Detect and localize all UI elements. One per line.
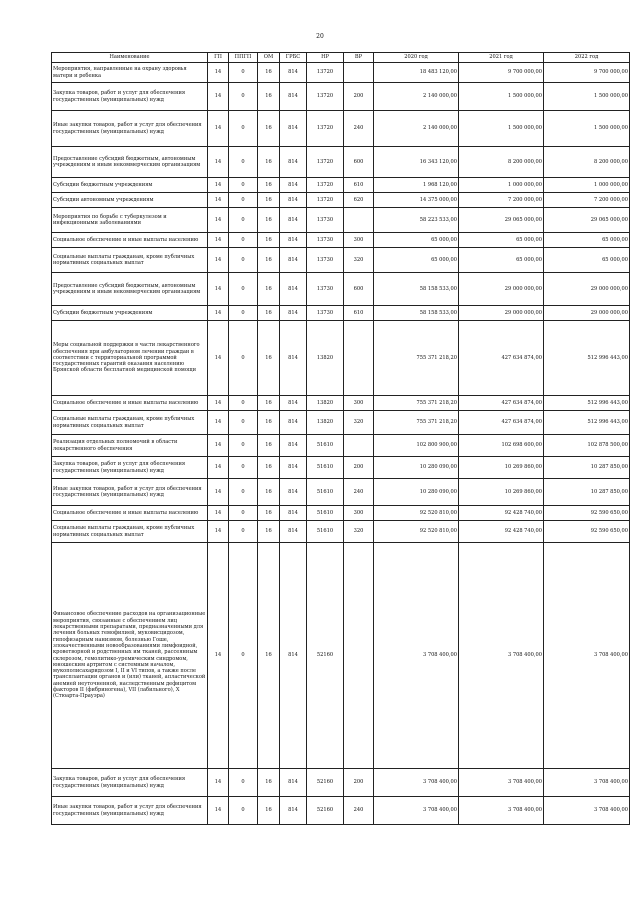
- cell-grbs: 814: [280, 435, 307, 457]
- cell-nr: 13730: [307, 248, 344, 273]
- cell-name: Закупка товаров, работ и услуг для обеспечения государственных (муниципальных) нужд: [52, 83, 208, 111]
- cell-nr: 13730: [307, 306, 344, 321]
- cell-nr: 52160: [307, 543, 344, 769]
- cell-y2022: 8 200 000,00: [544, 147, 630, 178]
- cell-gp: 14: [208, 273, 229, 306]
- cell-nr: 13730: [307, 233, 344, 248]
- cell-vr: 610: [344, 306, 374, 321]
- cell-vr: 200: [344, 457, 374, 479]
- cell-nr: 51610: [307, 521, 344, 543]
- cell-gp: 14: [208, 306, 229, 321]
- cell-om: 16: [258, 506, 280, 521]
- cell-nr: 13720: [307, 193, 344, 208]
- cell-ppgp: 0: [229, 457, 258, 479]
- table-row: [52, 147, 630, 178]
- cell-y2020: 92 520 810,00: [374, 506, 459, 521]
- cell-grbs: 814: [280, 147, 307, 178]
- cell-grbs: 814: [280, 457, 307, 479]
- cell-y2020: 2 140 000,00: [374, 83, 459, 111]
- cell-om: 16: [258, 273, 280, 306]
- cell-gp: 14: [208, 193, 229, 208]
- cell-om: 16: [258, 396, 280, 411]
- cell-ppgp: 0: [229, 769, 258, 797]
- cell-ppgp: 0: [229, 208, 258, 233]
- cell-y2022: 29 000 000,00: [544, 306, 630, 321]
- header-2021: 2021 год: [459, 53, 544, 63]
- cell-gp: 14: [208, 178, 229, 193]
- cell-om: 16: [258, 543, 280, 769]
- cell-y2022: 3 708 400,00: [544, 769, 630, 797]
- cell-y2020: 14 375 000,00: [374, 193, 459, 208]
- cell-ppgp: 0: [229, 396, 258, 411]
- cell-y2020: 16 343 120,00: [374, 147, 459, 178]
- cell-gp: 14: [208, 83, 229, 111]
- cell-name: Реализация отдельных полномочий в области лекарственного обеспечения: [52, 435, 208, 457]
- cell-nr: 13730: [307, 208, 344, 233]
- cell-y2021: 102 698 600,00: [459, 435, 544, 457]
- cell-nr: 13730: [307, 273, 344, 306]
- cell-y2022: 65 000,00: [544, 233, 630, 248]
- cell-om: 16: [258, 435, 280, 457]
- cell-ppgp: 0: [229, 111, 258, 147]
- cell-name: Закупка товаров, работ и услуг для обеспечения государственных (муниципальных) нужд: [52, 457, 208, 479]
- cell-grbs: 814: [280, 321, 307, 396]
- cell-y2022: 102 878 500,00: [544, 435, 630, 457]
- cell-om: 16: [258, 233, 280, 248]
- cell-om: 16: [258, 63, 280, 83]
- cell-ppgp: 0: [229, 306, 258, 321]
- cell-om: 16: [258, 411, 280, 435]
- cell-y2021: 10 269 860,00: [459, 457, 544, 479]
- cell-y2021: 1 500 000,00: [459, 83, 544, 111]
- cell-y2021: 29 000 000,00: [459, 306, 544, 321]
- cell-ppgp: 0: [229, 543, 258, 769]
- cell-y2022: 29 065 000,00: [544, 208, 630, 233]
- cell-gp: 14: [208, 543, 229, 769]
- table-row: [52, 273, 630, 306]
- cell-y2021: 3 708 400,00: [459, 769, 544, 797]
- cell-y2021: 427 634 874,00: [459, 396, 544, 411]
- cell-y2022: 10 287 850,00: [544, 457, 630, 479]
- cell-y2020: 58 158 533,00: [374, 306, 459, 321]
- cell-om: 16: [258, 178, 280, 193]
- cell-nr: 51610: [307, 457, 344, 479]
- cell-name: Иные закупки товаров, работ и услуг для обеспечения государственных (муниципальных) нужд: [52, 479, 208, 506]
- cell-name: Закупка товаров, работ и услуг для обеспечения государственных (муниципальных) нужд: [52, 769, 208, 797]
- cell-grbs: 814: [280, 111, 307, 147]
- cell-grbs: 814: [280, 396, 307, 411]
- cell-y2020: 92 520 810,00: [374, 521, 459, 543]
- cell-om: 16: [258, 306, 280, 321]
- cell-vr: [344, 208, 374, 233]
- cell-name: Меры социальной поддержки в части лекарственного обеспечения при амбулаторном лечении граждан в соответствии с территориальной программой государственных гарантий оказания населению Брянской области бесплатной медицинской помощи: [52, 321, 208, 396]
- cell-vr: 200: [344, 769, 374, 797]
- cell-y2020: 10 280 090,00: [374, 457, 459, 479]
- header-om: ОМ: [258, 53, 280, 63]
- cell-y2022: 512 996 443,00: [544, 321, 630, 396]
- cell-om: 16: [258, 479, 280, 506]
- cell-om: 16: [258, 248, 280, 273]
- cell-grbs: 814: [280, 63, 307, 83]
- table-row: [52, 506, 630, 521]
- cell-ppgp: 0: [229, 521, 258, 543]
- cell-y2020: 18 483 120,00: [374, 63, 459, 83]
- cell-grbs: 814: [280, 543, 307, 769]
- cell-y2022: 92 590 650,00: [544, 506, 630, 521]
- cell-y2020: 58 223 533,00: [374, 208, 459, 233]
- cell-y2022: 7 200 000,00: [544, 193, 630, 208]
- cell-om: 16: [258, 457, 280, 479]
- cell-y2020: 65 000,00: [374, 248, 459, 273]
- page-number: 20: [316, 33, 324, 40]
- cell-y2022: 9 700 000,00: [544, 63, 630, 83]
- cell-y2021: 92 428 740,00: [459, 506, 544, 521]
- cell-gp: 14: [208, 457, 229, 479]
- cell-vr: [344, 63, 374, 83]
- cell-ppgp: 0: [229, 193, 258, 208]
- table-row: [52, 797, 630, 825]
- cell-y2020: 3 708 400,00: [374, 543, 459, 769]
- cell-nr: 13820: [307, 396, 344, 411]
- table-row: [52, 543, 630, 769]
- cell-vr: [344, 435, 374, 457]
- cell-y2021: 3 708 400,00: [459, 797, 544, 825]
- table-row: [52, 63, 630, 83]
- cell-ppgp: 0: [229, 248, 258, 273]
- cell-name: Иные закупки товаров, работ и услуг для обеспечения государственных (муниципальных) нужд: [52, 797, 208, 825]
- cell-name: Иные закупки товаров, работ и услуг для обеспечения государственных (муниципальных) нужд: [52, 111, 208, 147]
- cell-vr: 320: [344, 521, 374, 543]
- table-row: [52, 411, 630, 435]
- cell-nr: 13820: [307, 321, 344, 396]
- cell-ppgp: 0: [229, 479, 258, 506]
- cell-y2021: 65 000,00: [459, 248, 544, 273]
- cell-y2021: 8 200 000,00: [459, 147, 544, 178]
- cell-om: 16: [258, 797, 280, 825]
- cell-name: Социальные выплаты гражданам, кроме публичных нормативных социальных выплат: [52, 411, 208, 435]
- table-row: [52, 83, 630, 111]
- cell-y2020: 3 708 400,00: [374, 797, 459, 825]
- cell-y2020: 2 140 000,00: [374, 111, 459, 147]
- cell-vr: [344, 321, 374, 396]
- cell-y2020: 58 158 533,00: [374, 273, 459, 306]
- header-2022: 2022 год: [544, 53, 630, 63]
- table-row: [52, 306, 630, 321]
- cell-gp: 14: [208, 521, 229, 543]
- cell-name: Социальные выплаты гражданам, кроме публичных нормативных социальных выплат: [52, 248, 208, 273]
- cell-y2020: 755 371 218,20: [374, 396, 459, 411]
- cell-nr: 13720: [307, 111, 344, 147]
- cell-ppgp: 0: [229, 178, 258, 193]
- cell-y2020: 755 371 218,20: [374, 411, 459, 435]
- cell-grbs: 814: [280, 769, 307, 797]
- cell-nr: 51610: [307, 435, 344, 457]
- cell-name: Социальное обеспечение и иные выплаты населению: [52, 233, 208, 248]
- header-ppgp: ППГП: [229, 53, 258, 63]
- cell-y2022: 1 500 000,00: [544, 111, 630, 147]
- header-name: Наименование: [52, 53, 208, 63]
- budget-table: [51, 52, 630, 825]
- cell-grbs: 814: [280, 411, 307, 435]
- table-row: [52, 769, 630, 797]
- cell-ppgp: 0: [229, 63, 258, 83]
- cell-y2021: 65 000,00: [459, 233, 544, 248]
- cell-name: Субсидии бюджетным учреждениям: [52, 178, 208, 193]
- cell-vr: 240: [344, 111, 374, 147]
- cell-gp: 14: [208, 396, 229, 411]
- cell-om: 16: [258, 111, 280, 147]
- cell-vr: 300: [344, 396, 374, 411]
- cell-y2020: 3 708 400,00: [374, 769, 459, 797]
- table-row: [52, 178, 630, 193]
- cell-grbs: 814: [280, 797, 307, 825]
- cell-ppgp: 0: [229, 411, 258, 435]
- cell-vr: 620: [344, 193, 374, 208]
- cell-gp: 14: [208, 769, 229, 797]
- cell-grbs: 814: [280, 83, 307, 111]
- cell-y2022: 1 500 000,00: [544, 83, 630, 111]
- cell-y2020: 102 800 900,00: [374, 435, 459, 457]
- cell-vr: 320: [344, 411, 374, 435]
- cell-y2022: 10 287 850,00: [544, 479, 630, 506]
- cell-grbs: 814: [280, 273, 307, 306]
- cell-y2021: 7 200 000,00: [459, 193, 544, 208]
- cell-name: Социальное обеспечение и иные выплаты населению: [52, 506, 208, 521]
- cell-gp: 14: [208, 411, 229, 435]
- cell-ppgp: 0: [229, 233, 258, 248]
- cell-gp: 14: [208, 435, 229, 457]
- cell-ppgp: 0: [229, 273, 258, 306]
- cell-name: Предоставление субсидий бюджетным, автономным учреждениям и иным некоммерческим организациям: [52, 147, 208, 178]
- cell-gp: 14: [208, 321, 229, 396]
- cell-vr: 200: [344, 83, 374, 111]
- cell-grbs: 814: [280, 233, 307, 248]
- table-row: [52, 521, 630, 543]
- table-row: [52, 193, 630, 208]
- cell-gp: 14: [208, 208, 229, 233]
- cell-y2021: 92 428 740,00: [459, 521, 544, 543]
- cell-grbs: 814: [280, 248, 307, 273]
- cell-name: Финансовое обеспечение расходов на организационные мероприятия, связанные с обеспечением лиц лекарственными препаратами, предназначенными для лечения больных гемофилией, муковисцидозом, гипофизарным нанизмом, болезнью Гоше, злокачественными новообразованиями лимфоидной, кроветворной и родственных им тканей, рассеянным склерозом, гемолитико-уремическим синдромом, юношеским артритом с системным началом, мукополисахаридозом I, II и VI типов, а также после трансплантации органов и (или) тканей, апластической анемией неуточненной, наследственным дефицитом факторов II (фибриногена), VII (лабильного), X (Стюарта-Прауэра): [52, 543, 208, 769]
- cell-om: 16: [258, 521, 280, 543]
- cell-grbs: 814: [280, 506, 307, 521]
- header-vr: ВР: [344, 53, 374, 63]
- cell-y2020: 755 371 218,20: [374, 321, 459, 396]
- cell-y2022: 512 996 443,00: [544, 396, 630, 411]
- cell-nr: 13720: [307, 178, 344, 193]
- cell-y2022: 1 000 000,00: [544, 178, 630, 193]
- cell-y2020: 10 280 090,00: [374, 479, 459, 506]
- cell-om: 16: [258, 83, 280, 111]
- cell-nr: 13820: [307, 411, 344, 435]
- cell-om: 16: [258, 769, 280, 797]
- cell-y2021: 29 065 000,00: [459, 208, 544, 233]
- cell-vr: 300: [344, 233, 374, 248]
- cell-ppgp: 0: [229, 435, 258, 457]
- cell-gp: 14: [208, 506, 229, 521]
- cell-nr: 51610: [307, 479, 344, 506]
- cell-y2022: 29 000 000,00: [544, 273, 630, 306]
- cell-gp: 14: [208, 479, 229, 506]
- cell-nr: 51610: [307, 506, 344, 521]
- cell-gp: 14: [208, 797, 229, 825]
- cell-gp: 14: [208, 147, 229, 178]
- cell-y2021: 427 634 874,00: [459, 411, 544, 435]
- cell-nr: 13720: [307, 147, 344, 178]
- cell-y2021: 1 500 000,00: [459, 111, 544, 147]
- table-row: [52, 233, 630, 248]
- cell-vr: 600: [344, 273, 374, 306]
- cell-om: 16: [258, 208, 280, 233]
- table-row: [52, 208, 630, 233]
- cell-nr: 52160: [307, 769, 344, 797]
- header-gp: ГП: [208, 53, 229, 63]
- cell-grbs: 814: [280, 208, 307, 233]
- cell-y2020: 1 968 120,00: [374, 178, 459, 193]
- cell-om: 16: [258, 321, 280, 396]
- cell-name: Социальные выплаты гражданам, кроме публичных нормативных социальных выплат: [52, 521, 208, 543]
- cell-grbs: 814: [280, 193, 307, 208]
- cell-vr: 300: [344, 506, 374, 521]
- cell-y2021: 29 000 000,00: [459, 273, 544, 306]
- cell-vr: 240: [344, 479, 374, 506]
- table-body: [52, 63, 630, 825]
- cell-vr: 240: [344, 797, 374, 825]
- cell-nr: 13720: [307, 63, 344, 83]
- header-grbs: ГРБС: [280, 53, 307, 63]
- cell-name: Субсидии бюджетным учреждениям: [52, 306, 208, 321]
- cell-y2022: 512 996 443,00: [544, 411, 630, 435]
- table-row: [52, 248, 630, 273]
- cell-y2022: 65 000,00: [544, 248, 630, 273]
- cell-y2021: 3 708 400,00: [459, 543, 544, 769]
- cell-name: Мероприятия по борьбе с туберкулезом и инфекционными заболеваниями: [52, 208, 208, 233]
- cell-nr: 52160: [307, 797, 344, 825]
- cell-y2022: 3 708 400,00: [544, 543, 630, 769]
- table-row: [52, 435, 630, 457]
- table-header-row: [52, 53, 630, 63]
- cell-y2022: 3 708 400,00: [544, 797, 630, 825]
- cell-vr: 610: [344, 178, 374, 193]
- cell-vr: 320: [344, 248, 374, 273]
- cell-ppgp: 0: [229, 321, 258, 396]
- cell-vr: [344, 543, 374, 769]
- cell-gp: 14: [208, 248, 229, 273]
- table-row: [52, 396, 630, 411]
- cell-grbs: 814: [280, 178, 307, 193]
- table-row: [52, 321, 630, 396]
- cell-gp: 14: [208, 63, 229, 83]
- cell-om: 16: [258, 147, 280, 178]
- cell-y2021: 427 634 874,00: [459, 321, 544, 396]
- header-2020: 2020 год: [374, 53, 459, 63]
- cell-gp: 14: [208, 111, 229, 147]
- cell-grbs: 814: [280, 479, 307, 506]
- cell-y2021: 10 269 860,00: [459, 479, 544, 506]
- cell-nr: 13720: [307, 83, 344, 111]
- cell-name: Социальное обеспечение и иные выплаты населению: [52, 396, 208, 411]
- table-row: [52, 111, 630, 147]
- header-nr: НР: [307, 53, 344, 63]
- cell-gp: 14: [208, 233, 229, 248]
- cell-y2020: 65 000,00: [374, 233, 459, 248]
- cell-y2021: 9 700 000,00: [459, 63, 544, 83]
- table-row: [52, 457, 630, 479]
- cell-grbs: 814: [280, 521, 307, 543]
- cell-name: Предоставление субсидий бюджетным, автономным учреждениям и иным некоммерческим организациям: [52, 273, 208, 306]
- cell-grbs: 814: [280, 306, 307, 321]
- table-row: [52, 479, 630, 506]
- cell-name: Субсидии автономным учреждениям: [52, 193, 208, 208]
- cell-ppgp: 0: [229, 797, 258, 825]
- cell-vr: 600: [344, 147, 374, 178]
- cell-ppgp: 0: [229, 147, 258, 178]
- cell-y2021: 1 000 000,00: [459, 178, 544, 193]
- cell-om: 16: [258, 193, 280, 208]
- cell-name: Мероприятия, направленные на охрану здоровья матери и ребенка: [52, 63, 208, 83]
- cell-ppgp: 0: [229, 506, 258, 521]
- cell-y2022: 92 590 650,00: [544, 521, 630, 543]
- cell-ppgp: 0: [229, 83, 258, 111]
